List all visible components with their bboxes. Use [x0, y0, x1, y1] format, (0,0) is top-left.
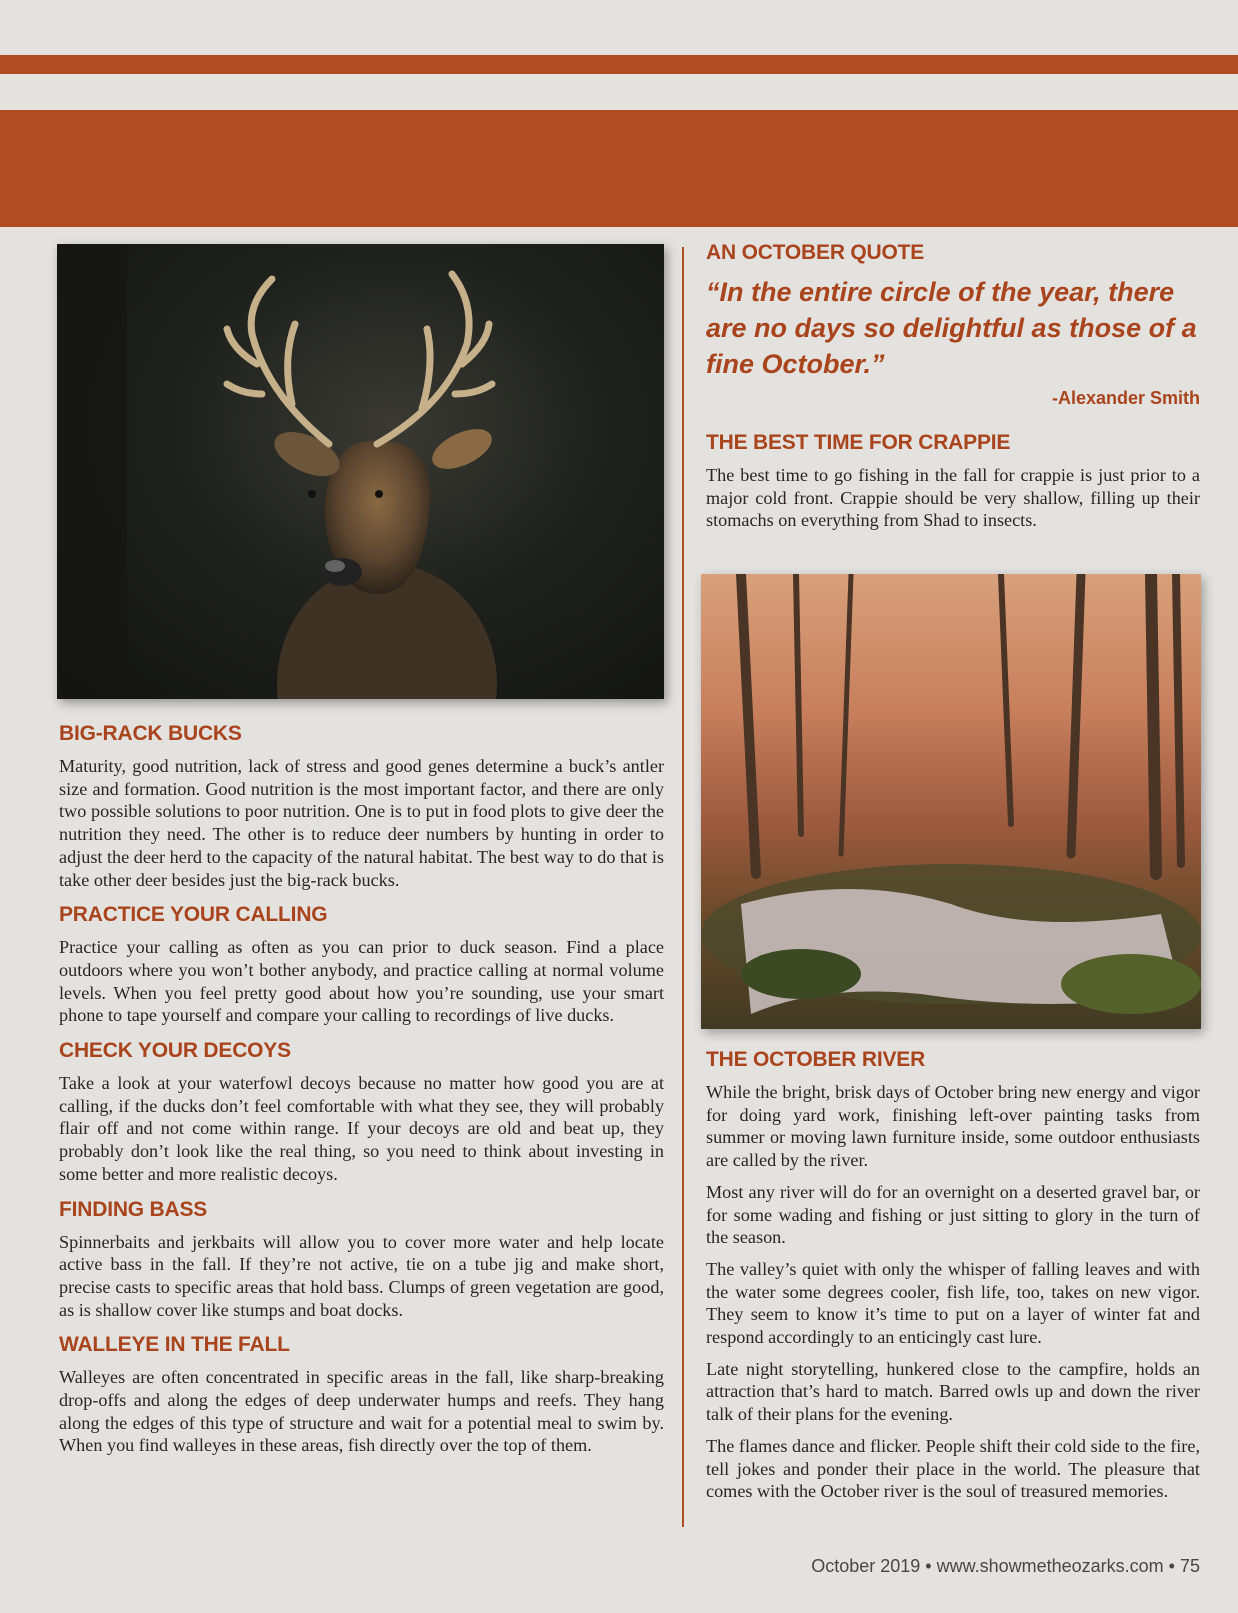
page-footer	[811, 1556, 1200, 1577]
forest-river-photo	[701, 574, 1201, 1029]
quote-author: -Alexander Smith	[1051, 388, 1200, 408]
section-check-decoys	[59, 1039, 664, 1186]
river-paragraph: While the bright, brisk days of October bring new energy and vigor for doing yard work, finishing left-over painting tasks from summer or moving lawn furniture inside, some outdoor enthusiasts are called by the river.	[706, 1082, 1200, 1171]
section-paragraph: Spinnerbaits and jerkbaits will allow you to cover more water and help locate active bass in the fall. If they’re not active, tie on a tube jig and make short, precise casts to specific areas that hold bass. Clumps of green vegetation are good, as is shallow cover like stumps and boat docks.	[59, 1231, 664, 1320]
header-wide-band	[0, 110, 1238, 227]
crappie-paragraph: The best time to go fishing in the fall for crappie is just prior to a major cold front. Crappie should be very shallow, filling up their stomachs on everything from Shad to insects.	[706, 465, 1200, 531]
footer-date: October 2019	[811, 1556, 921, 1576]
section-practice-calling	[59, 903, 664, 1027]
section-heading: FINDING BASS	[59, 1197, 208, 1221]
section-walleye	[59, 1333, 664, 1457]
section-heading: BIG-RACK BUCKS	[59, 722, 242, 745]
river-paragraph: The valley’s quiet with only the whisper of falling leaves and with the water some degrees cooler, fish life, too, takes on new vigor. They seem to know it’s time to put on a layer of winter fat and respond accordingly to an enticingly cast lure.	[706, 1258, 1200, 1348]
header-thin-band	[0, 55, 1238, 74]
right-column-top	[706, 241, 1200, 532]
right-column-bottom	[706, 1048, 1200, 1503]
footer-separator: •	[1163, 1556, 1180, 1576]
crappie-heading: THE BEST TIME FOR CRAPPIE	[706, 431, 1011, 454]
section-big-rack-bucks	[59, 722, 664, 891]
section-paragraph: Maturity, good nutrition, lack of stress and good genes determine a buck’s antler size and formation. Good nutrition is the most important factor, and there are only two possible solutions to poor nutrition. One is to put in food plots to give deer the nutrition they need. The other is to reduce deer numbers by hunting in order to adjust the deer herd to the capacity of the natural habitat. The best way to do that is take other deer besides just the big-rack bucks.	[59, 756, 664, 890]
section-paragraph: Take a look at your waterfowl decoys because no matter how good you are at calling, if the ducks don’t feel comfortable with what they see, they will probably flair off and not come within range. If your decoys are old and beat up, they probably don’t look like the real thing, so you need to think about investing in some better and more realistic decoys.	[59, 1073, 664, 1184]
left-column	[59, 722, 664, 1469]
section-paragraph: Walleyes are often concentrated in specific areas in the fall, like sharp-breaking drop-offs and along the edges of deep underwater humps and reefs. They hang along the edges of this type of structure and wait for a potential meal to swim by. When you find walleyes in these areas, fish directly over the top of them.	[59, 1367, 664, 1456]
river-paragraph: Most any river will do for an overnight on a deserted gravel bar, or for some wading and fishing or just sitting to glory in the turn of the season.	[706, 1181, 1200, 1248]
section-heading: PRACTICE YOUR CALLING	[59, 903, 328, 927]
section-heading: WALLEYE IN THE FALL	[59, 1333, 290, 1357]
section-finding-bass	[59, 1198, 664, 1322]
column-divider	[682, 247, 684, 1527]
footer-separator: •	[920, 1556, 937, 1576]
section-heading: CHECK YOUR DECOYS	[59, 1039, 291, 1063]
october-quote: “In the entire circle of the year, there are no days so delightful as those of a fine October.”	[706, 277, 1197, 379]
river-heading: THE OCTOBER RIVER	[706, 1048, 926, 1071]
deer-photo	[57, 244, 664, 699]
page-number: 75	[1179, 1556, 1200, 1576]
footer-website-link[interactable]: www.showmetheozarks.com	[936, 1556, 1164, 1576]
river-paragraph: Late night storytelling, hunkered close to the campfire, holds an attraction that’s hard to match. Barred owls up and down the river talk of their plans for the evening.	[706, 1358, 1200, 1425]
section-paragraph: Practice your calling as often as you can prior to duck season. Find a place outdoors where you won’t bother anybody, and practice calling at normal volume levels. When you feel pretty good about how you’re sounding, use your smart phone to tape yourself and compare your calling to recordings of live ducks.	[59, 937, 664, 1026]
quote-heading: AN OCTOBER QUOTE	[706, 241, 925, 264]
river-paragraph: The flames dance and flicker. People shift their cold side to the fire, tell jokes and ponder their place in the world. The pleasure that comes with the October river is the soul of treasured memories.	[706, 1435, 1200, 1502]
